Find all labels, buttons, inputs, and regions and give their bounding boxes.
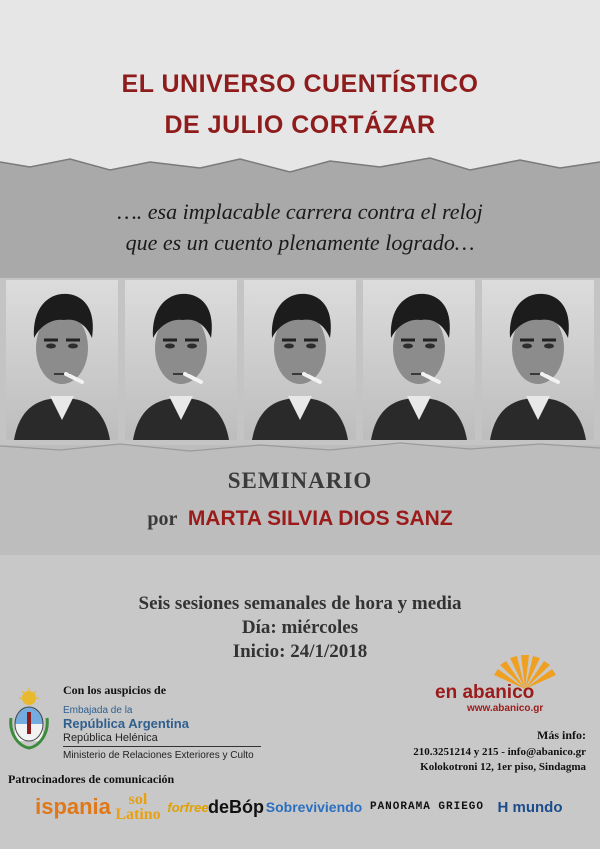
embassy-line-3: República Helénica <box>63 732 158 744</box>
seminar-band <box>0 445 600 555</box>
sponsor-logo-forfree: forfree <box>167 799 209 815</box>
portrait-photo <box>482 280 594 440</box>
sponsor-logo-sobreviviendo: Sobreviviendo <box>265 799 363 815</box>
portrait-photo <box>244 280 356 440</box>
portrait-photo <box>363 280 475 440</box>
embassy-line-2: República Argentina <box>63 716 189 731</box>
portrait-photo <box>6 280 118 440</box>
abanico-url: www.abanico.gr <box>467 703 544 714</box>
quote-line-2: que es un cuento plenamente logrado… <box>125 230 475 255</box>
torn-paper-edge <box>0 150 600 180</box>
abanico-logo-text: en abanico <box>435 682 535 703</box>
presenter-line <box>0 507 600 531</box>
contact-info <box>413 728 586 773</box>
sponsor-logo-sol-latino: sol Latino <box>115 791 161 823</box>
argentina-coat-of-arms-icon <box>8 688 50 750</box>
sessions-text: Seis sesiones semanales de hora y media <box>138 593 462 614</box>
auspices-heading: Con los auspicios de <box>63 683 167 697</box>
embassy-line-1: Embajada de la <box>63 705 133 716</box>
sponsor-logo-ispania: ispania <box>35 794 111 819</box>
title-line-2: DE JULIO CORTÁZAR <box>164 111 436 139</box>
quote-line-1: …. esa implacable carrera contra el reloj <box>117 199 483 224</box>
seminar-label: SEMINARIO <box>227 468 373 493</box>
start-date-text: Inicio: 24/1/2018 <box>232 641 368 662</box>
presenter-name: MARTA SILVIA DIOS SANZ <box>187 507 453 530</box>
sponsors-heading: Patrocinadores de comunicación <box>8 772 175 786</box>
day-text: Día: miércoles <box>241 617 359 638</box>
sponsor-logo-debop: deBóp <box>208 796 264 817</box>
ministry-text: Ministerio de Relaciones Exteriores y Culto <box>63 750 254 761</box>
info-heading: Más info: <box>537 728 586 742</box>
portrait-strip <box>6 280 596 440</box>
info-phone: 210.3251214 y 215 - info@abanico.gr <box>413 746 586 758</box>
title-line-1: EL UNIVERSO CUENTÍSTICO <box>121 70 479 98</box>
sponsor-logo-mundo: H mundo <box>497 798 563 816</box>
portrait-photo <box>125 280 237 440</box>
info-address: Kolokotroni 12, 1er piso, Sindagma <box>420 761 586 773</box>
sponsor-logo-panorama-griego: PANORAMA GRIEGO <box>369 801 485 813</box>
torn-edge-lower <box>0 440 600 456</box>
ministry-divider <box>63 746 261 747</box>
por-label: por <box>147 508 178 530</box>
